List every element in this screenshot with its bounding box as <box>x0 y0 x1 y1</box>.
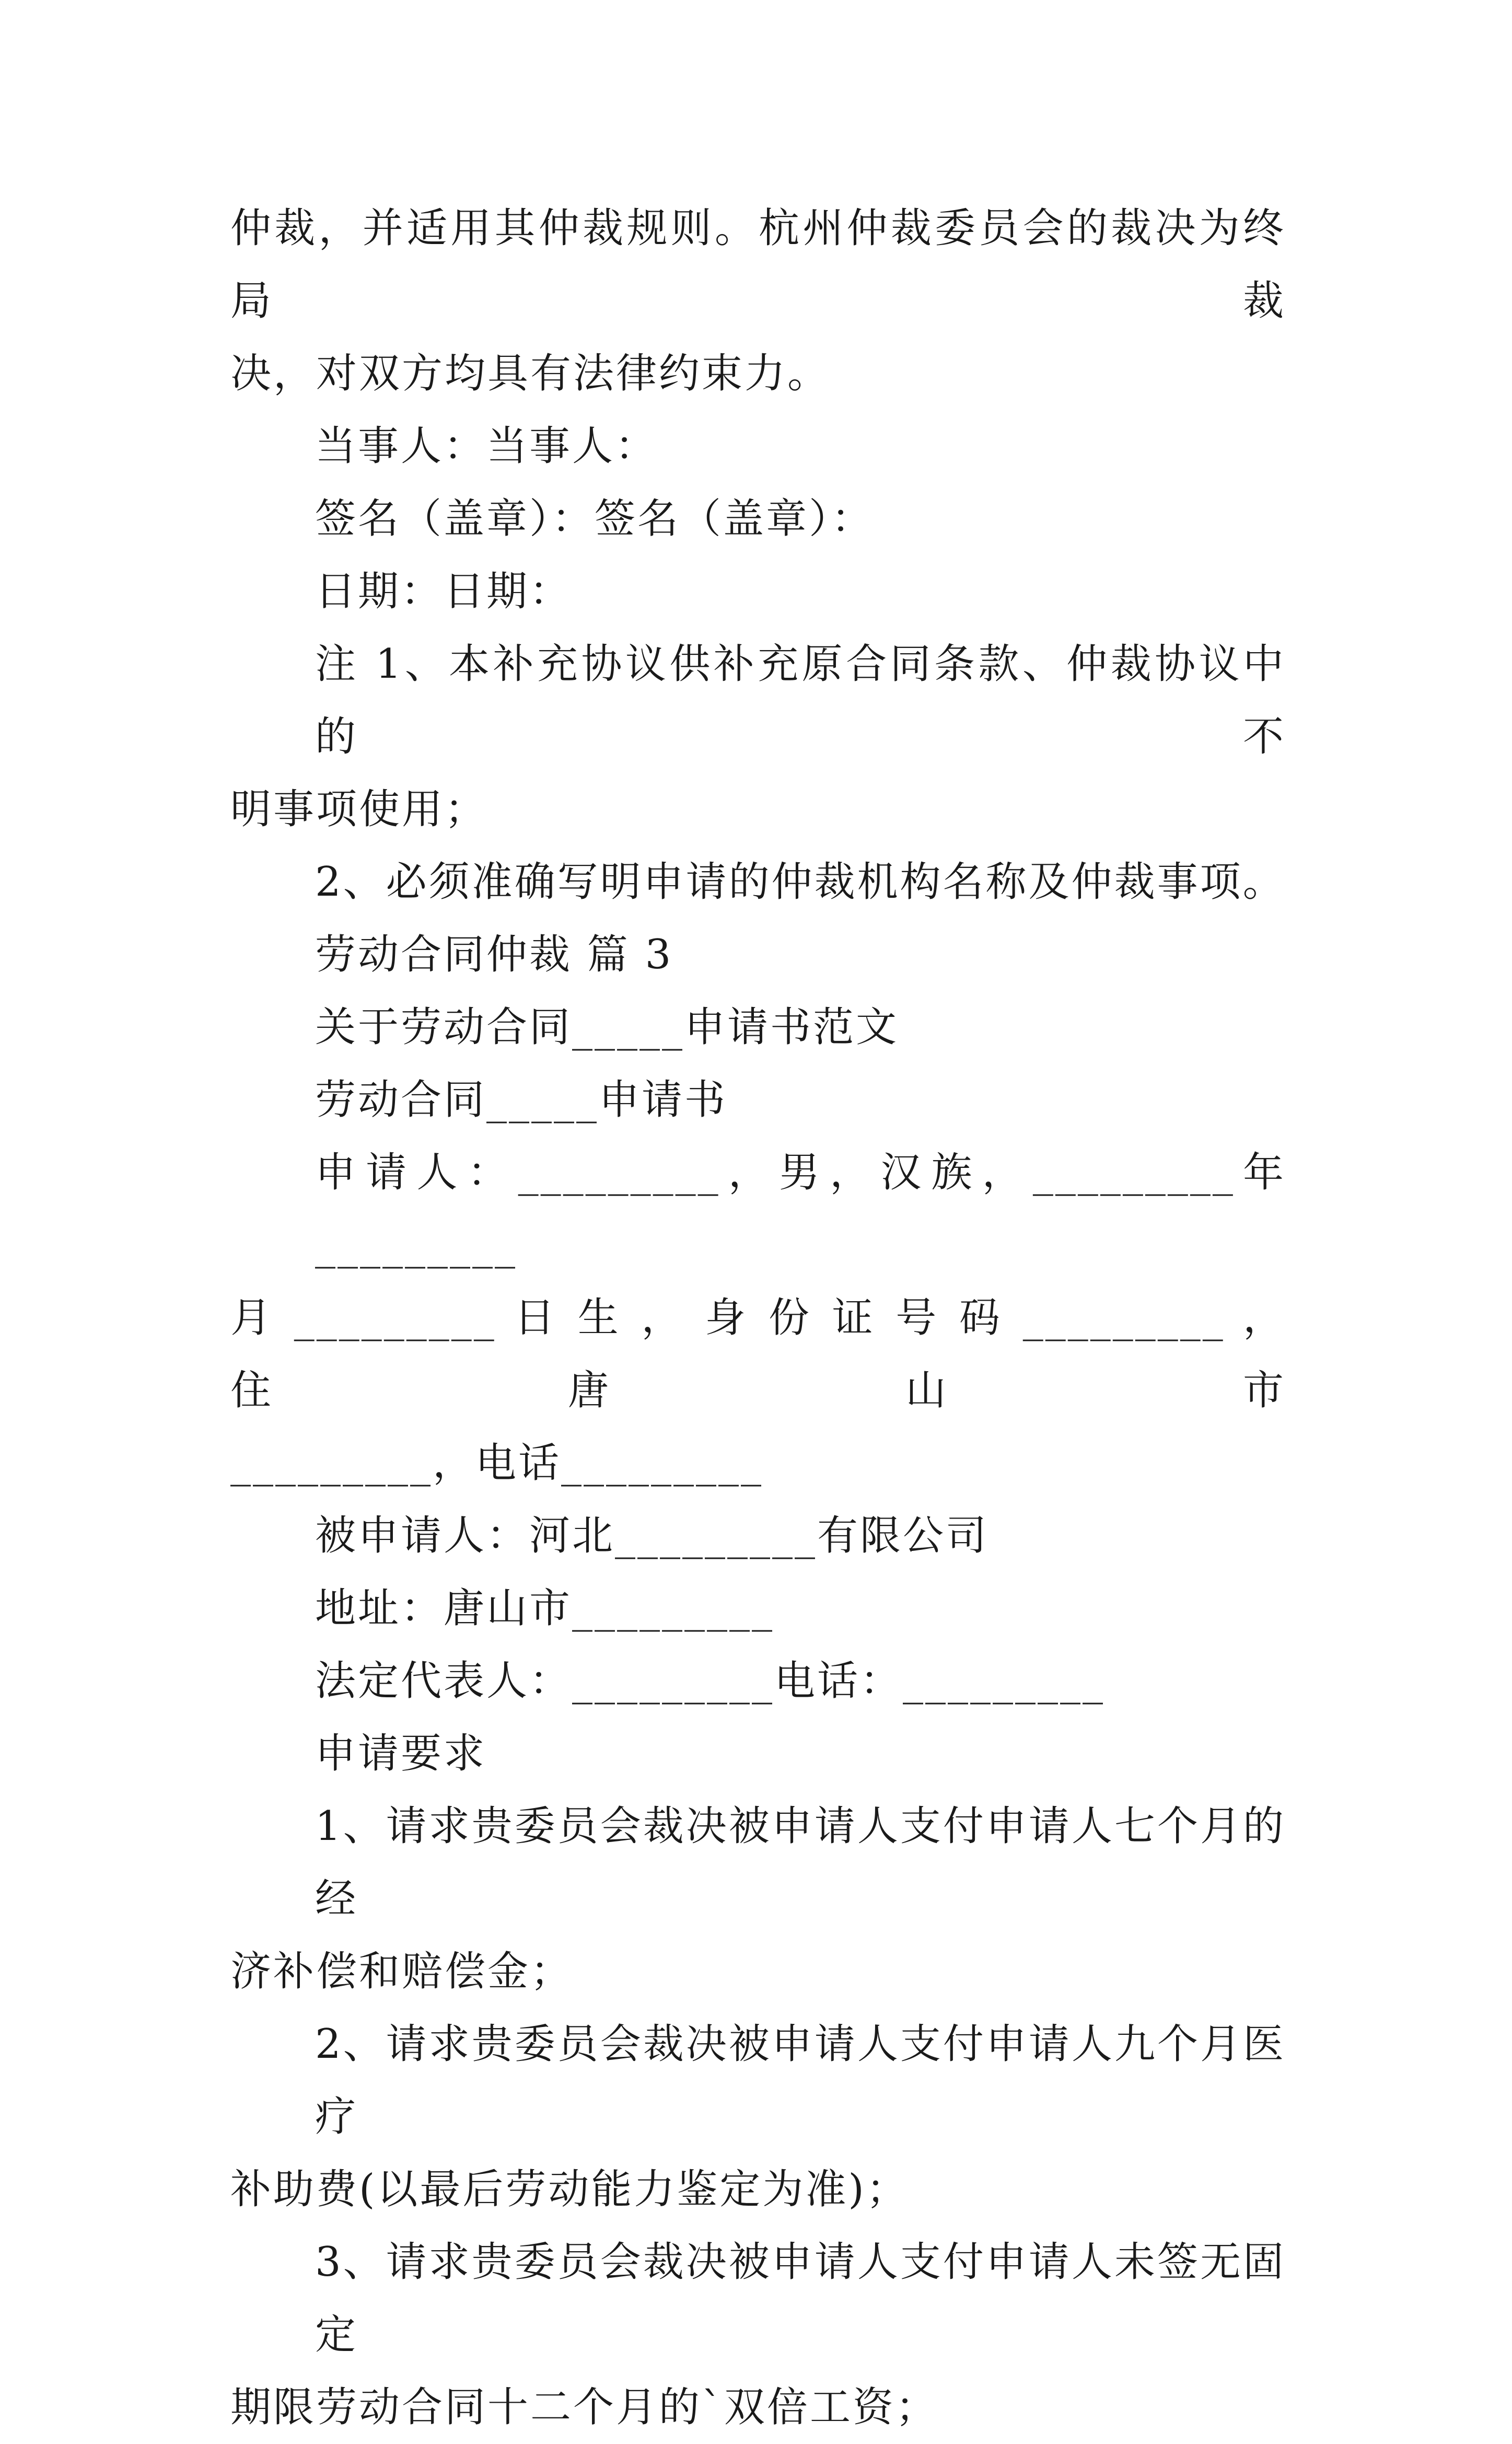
text-line: 2、必须准确写明申请的仲裁机构名称及仲裁事项。 <box>315 859 1286 906</box>
text-line: 签名（盖章）：签名（盖章）： <box>315 495 875 542</box>
text-line: 关于劳动合同_____申请书范文 <box>315 1004 899 1051</box>
text-line: 申请要求 <box>315 1730 487 1777</box>
text-line: 明事项使用； <box>230 786 488 833</box>
text-line: 法定代表人：_________电话：_________ <box>315 1658 1106 1705</box>
text-line: 日期：日期： <box>315 568 573 615</box>
text-line: 期限劳动合同十二个月的`双倍工资； <box>230 2384 939 2431</box>
text-line: 仲裁，并适用其仲裁规则。杭州仲裁委员会的裁决为终局裁 <box>230 205 1286 325</box>
text-line: 1、请求贵委员会裁决被申请人支付申请人七个月的经 <box>315 1803 1286 1922</box>
text-line: 2、请求贵委员会裁决被申请人支付申请人九个月医疗 <box>315 2021 1286 2140</box>
text-line: 申请人：_________，男，汉族，_________年_________ <box>315 1149 1286 1269</box>
text-line: 注 1、本补充协议供补充原合同条款、仲裁协议中的不 <box>315 641 1286 760</box>
text-line: 当事人：当事人： <box>315 423 658 470</box>
text-line: 月 _________ 日 生 ， 身 份 证 号 码 _________ ， 住 唐 山 市 <box>230 1294 1286 1414</box>
text-line: 济补偿和赔偿金； <box>230 1948 574 1995</box>
text-line: 3、请求贵委员会裁决被申请人支付申请人未签无固定 <box>315 2239 1286 2358</box>
text-line: 补助费(以最后劳动能力鉴定为准)； <box>230 2166 909 2213</box>
text-line: _________，电话_________ <box>230 1440 764 1487</box>
section-heading: 劳动合同仲裁 篇 3 <box>315 931 673 978</box>
document-body <box>230 192 1286 2444</box>
text-line: 决，对双方均具有法律约束力。 <box>230 350 831 397</box>
text-line: 劳动合同_____申请书 <box>315 1076 728 1123</box>
text-line: 地址：唐山市_________ <box>315 1585 775 1632</box>
text-line: 被申请人：河北_________有限公司 <box>315 1512 989 1559</box>
